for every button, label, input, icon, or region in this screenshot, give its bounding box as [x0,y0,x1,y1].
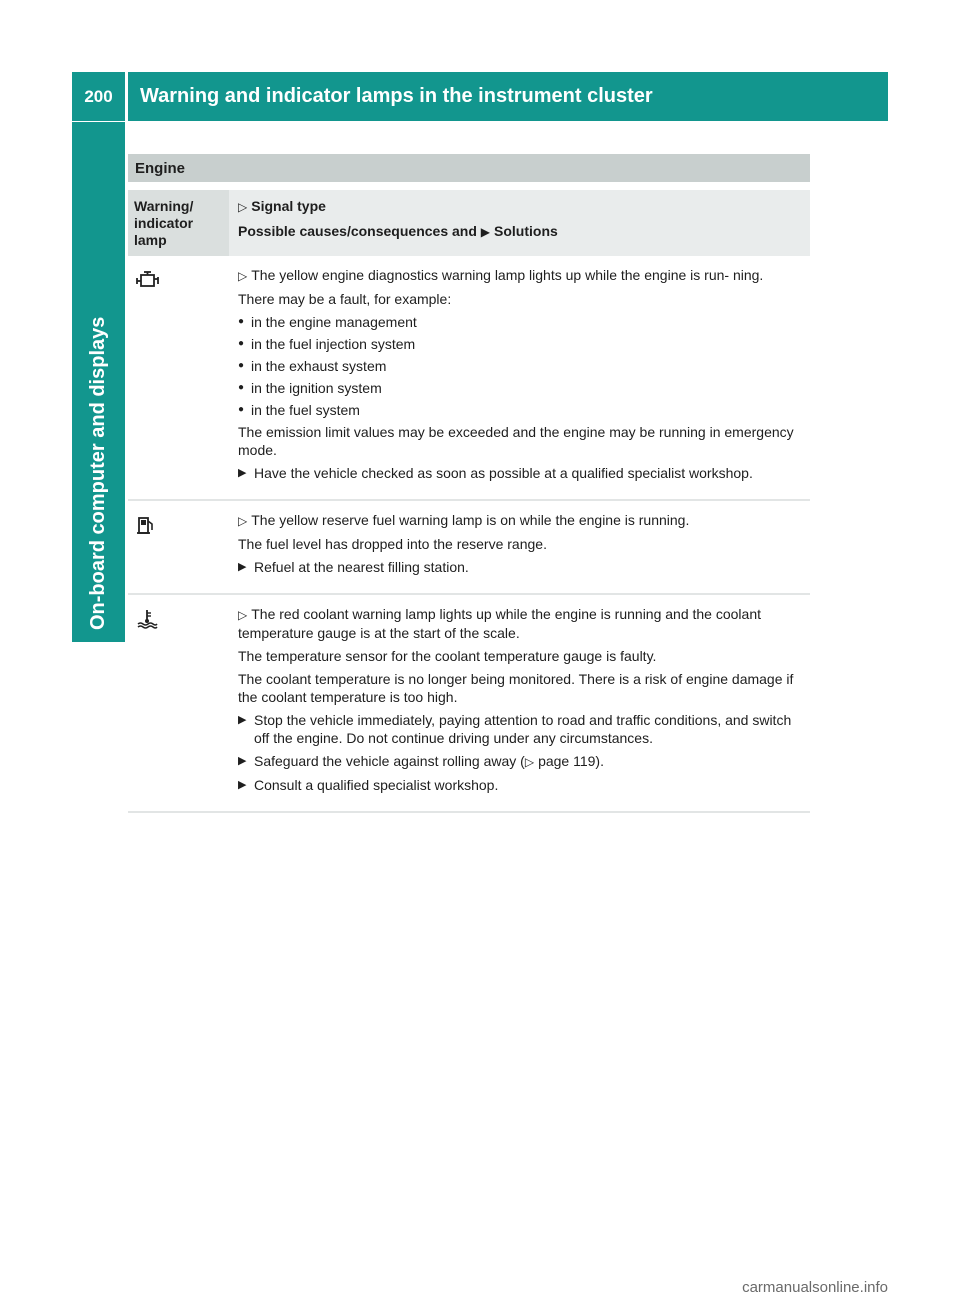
action-arrow-icon: ▶ [238,779,247,791]
action-step [238,464,810,482]
list-item [238,335,810,353]
section-title: Engine [128,154,810,182]
signal-text: The red coolant warning lamp lights up while the engine is running and the coolant temperature gauge is at the start of the scale. [238,606,762,641]
bullet-icon: ● [238,404,245,415]
solutions-label: Solutions [494,223,558,239]
body-text: The temperature sensor for the coolant temperature gauge is faulty. [238,648,657,664]
page-number: 200 [72,72,125,121]
bullet-icon: ● [238,360,245,371]
action-step [238,776,810,794]
watermark: carmanualsonline.info [742,1279,888,1296]
action-text: Consult a qualified specialist workshop. [254,777,499,793]
action-text: Safeguard the vehicle against rolling away ( [254,753,525,769]
bullet-icon: ● [238,338,245,349]
action-arrow-icon: ▶ [238,467,247,479]
list-item [238,401,810,419]
body-text: There may be a fault, for example: [238,291,452,307]
signal-type-label: Signal type [251,198,326,214]
list-item-text: in the engine management [251,314,417,330]
action-text: Refuel at the nearest filling station. [254,559,469,575]
table-header [128,190,810,256]
action-text: Have the vehicle checked as soon as possible at a qualified specialist workshop. [254,465,753,481]
page-ref-icon: ▷ [524,755,535,769]
reserve-fuel-icon [136,515,156,535]
table-row [128,501,810,595]
side-tab-label: On-board computer and displays [87,316,109,630]
col-signal-header [229,190,810,256]
list-item-text: in the fuel system [251,402,360,418]
list-item [238,313,810,331]
bullet-icon: ● [238,382,245,393]
action-arrow-icon: ▶ [238,561,247,573]
list-item-text: in the ignition system [251,380,382,396]
body-text: The emission limit values may be exceeded and the engine may be running in emergency mode. [238,424,794,458]
action-step [238,711,810,747]
side-tab [72,122,125,642]
signal-icon: ▷ [238,269,248,283]
causes-label: Possible causes/consequences and [238,223,477,239]
list-item-text: in the exhaust system [251,358,387,374]
signal-type-icon: ▷ [238,200,248,214]
action-step [238,752,810,771]
page-ref-link[interactable]: page 119). [538,753,604,769]
table-row [128,256,810,501]
bullet-icon: ● [238,316,245,327]
action-arrow-icon: ▶ [238,714,247,726]
signal-text: The yellow engine diagnostics warning lamp lights up while the engine is run- ning. [251,267,764,283]
page-title: Warning and indicator lamps in the instrument cluster [128,72,888,121]
body-text: The coolant temperature is no longer being monitored. There is a risk of engine damage if the coolant temperature is too high. [238,671,794,705]
col-lamp-header: Warning/ indicator lamp [128,190,229,256]
warning-lamp-table [128,190,810,813]
body-text: The fuel level has dropped into the reserve range. [238,536,547,552]
list-item-text: in the fuel injection system [251,336,416,352]
list-item [238,357,810,375]
table-row [128,595,810,813]
engine-diagnostics-icon [136,270,160,290]
signal-text: The yellow reserve fuel warning lamp is on while the engine is running. [251,512,690,528]
action-arrow-icon: ▶ [238,755,247,767]
action-step [238,558,810,576]
coolant-temperature-icon [136,609,158,629]
action-text: Stop the vehicle immediately, paying attention to road and traffic conditions, and switch off the engine. Do not continue driving under any circumstances. [254,712,792,746]
list-item [238,379,810,397]
signal-icon: ▷ [238,514,248,528]
signal-icon: ▷ [238,608,248,622]
solution-arrow-icon: ▶ [480,225,491,239]
